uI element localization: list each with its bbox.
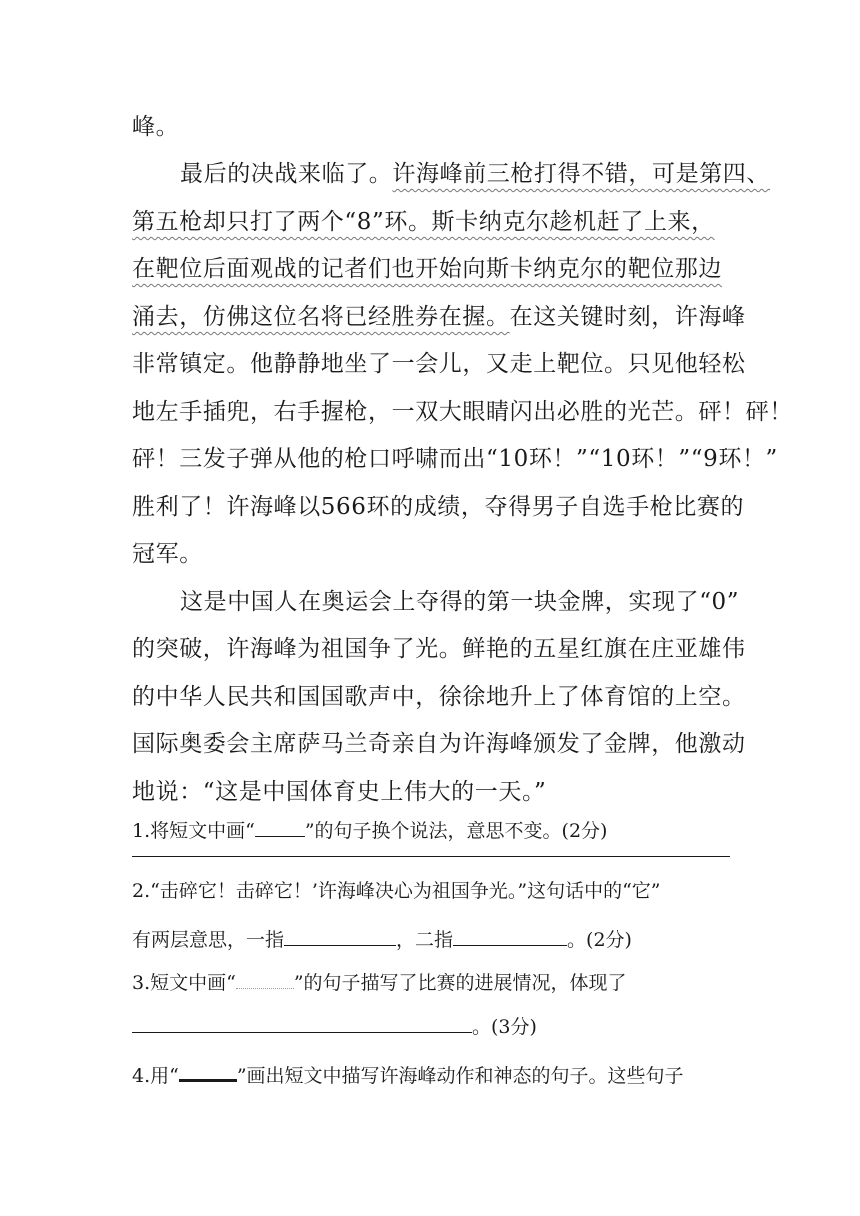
- passage-line: [132, 300, 746, 334]
- answer-blank[interactable]: [453, 925, 567, 946]
- wavy-underlined-text: 许海峰前三枪打得不错，可是第四、: [392, 161, 771, 187]
- question-text: 3.短文中画“: [132, 972, 236, 994]
- wavy-underlined-text: 在靶位后面观战的记者们也开始向斯卡纳克尔的靶位那边: [132, 256, 722, 282]
- question-1: [132, 816, 607, 846]
- wavy-line-sample: [236, 968, 294, 989]
- wavy-underlined-text: 第五枪却只打了两个“8”环。斯卡纳克尔趁机赶了上来，: [132, 209, 715, 235]
- passage-line: 胜利了！许海峰以566环的成绩，夺得男子自选手枪比赛的: [132, 494, 745, 520]
- question-text: ”的句子换个说法，意思不变。(2分): [304, 820, 608, 842]
- question-text: 1.将短文中画“: [132, 820, 255, 842]
- answer-blank[interactable]: [284, 925, 396, 946]
- passage-line: 的突破，许海峰为祖国争了光。鲜艳的五星红旗在庄亚雄伟: [132, 636, 746, 662]
- question-text: 。(2分): [567, 929, 632, 951]
- passage-line: 这是中国人在奥运会上夺得的第一块金牌，实现了“0”: [180, 589, 740, 615]
- question-text: ，二指: [396, 929, 454, 951]
- passage-line: 国际奥委会主席萨马兰奇亲自为许海峰颁发了金牌，他激动: [132, 731, 746, 757]
- passage-line: 地左手插兜，右手握枪，一双大眼睛闪出必胜的光芒。砰！砰！: [132, 399, 793, 425]
- thick-underline-sample: [179, 1059, 237, 1082]
- passage-line: [132, 252, 732, 286]
- question-4: [132, 1059, 684, 1091]
- passage-line: 砰！三发子弹从他的枪口呼啸而出“10环！”“10环！”“9环！”: [132, 446, 778, 472]
- question-3-line-2: [132, 1012, 537, 1042]
- passage-line: 地说：“这是中国体育史上伟大的一天。”: [132, 779, 547, 805]
- passage-line: 峰。: [132, 114, 180, 140]
- passage-text: 最后的决战来临了。: [180, 161, 393, 187]
- passage-line: 的中华人民共和国国歌声中，徐徐地升上了体育馆的上空。: [132, 684, 746, 710]
- wavy-underlined-text: 涌去，仿佛这位名将已经胜券在握。: [132, 304, 510, 330]
- question-3: [132, 968, 627, 998]
- question-text: 4.用“: [132, 1065, 179, 1087]
- question-2-line-2: [132, 925, 632, 955]
- passage-line: [132, 205, 732, 239]
- question-2: [132, 876, 661, 906]
- passage-line: 非常镇定。他静静地坐了一会儿，又走上靶位。只见他轻松: [132, 351, 746, 377]
- answer-blank[interactable]: [132, 1012, 472, 1033]
- passage-line: 冠军。: [132, 541, 203, 567]
- answer-line-q1[interactable]: [132, 856, 730, 857]
- blank-underline-sample: [255, 816, 305, 837]
- question-text: 有两层意思，一指: [132, 929, 285, 951]
- passage-line: [180, 157, 771, 191]
- question-text: ”的句子描写了比赛的进展情况，体现了: [293, 972, 627, 994]
- question-text: 。(3分): [472, 1016, 537, 1038]
- passage-text: 在这关键时刻，许海峰: [509, 304, 746, 330]
- question-text: ”画出短文中描写许海峰动作和神态的句子。这些句子: [236, 1065, 684, 1087]
- question-text: 2.“击碎它！击碎它！’许海峰决心为祖国争光。”这句话中的“它”: [132, 880, 661, 902]
